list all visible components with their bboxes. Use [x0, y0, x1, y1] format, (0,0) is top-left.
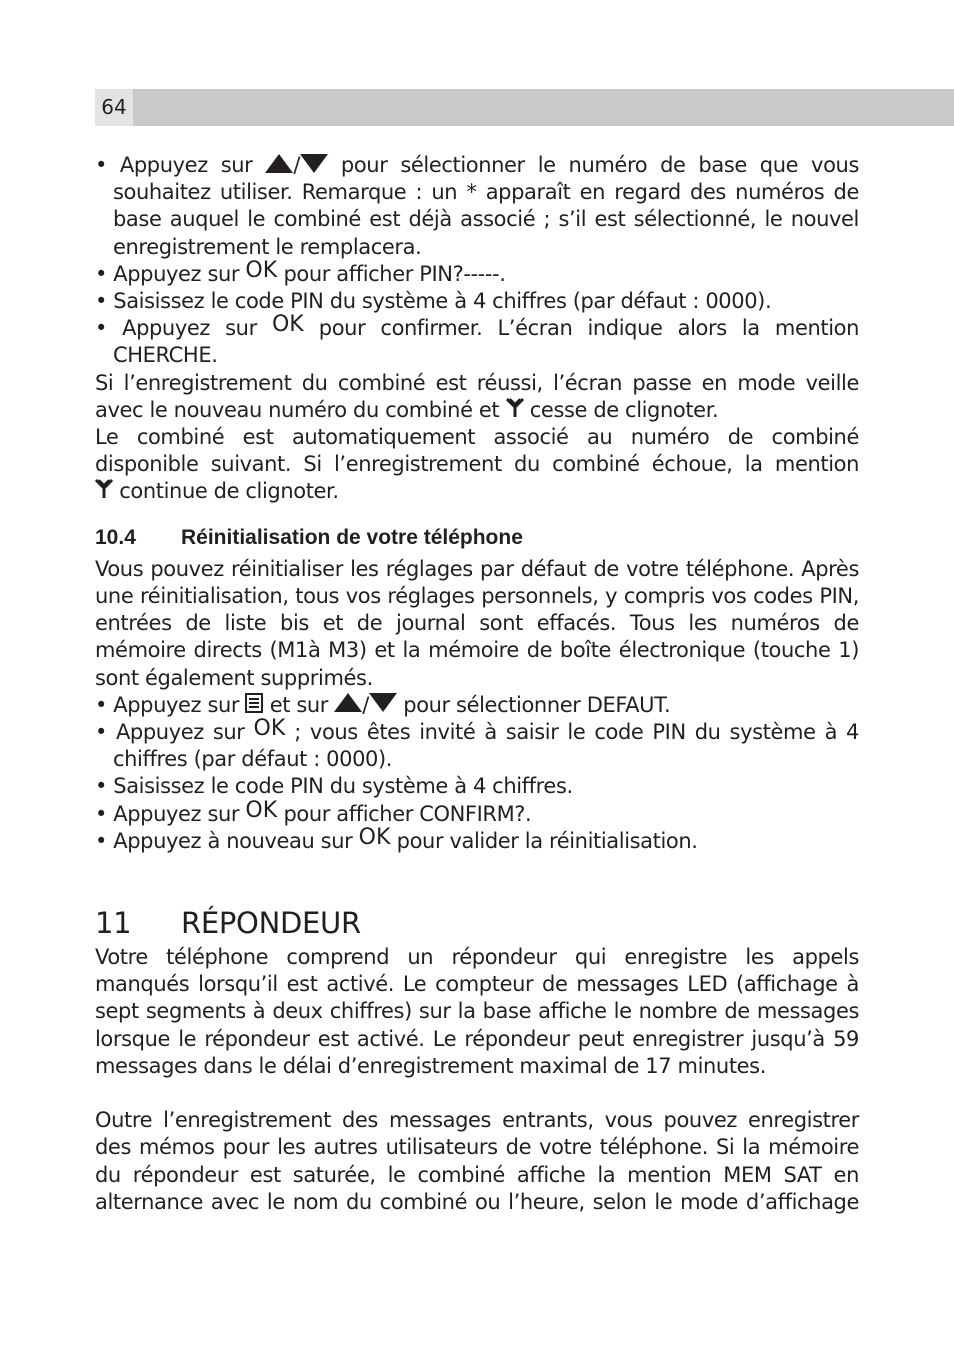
page-number: 64 [95, 89, 133, 126]
list-item: • Appuyez sur OK pour afficher CONFIRM?. [95, 797, 532, 826]
antenna-icon [506, 398, 524, 418]
menu-key-icon [245, 693, 263, 713]
page-header-bar [95, 89, 954, 126]
section-heading: 10.4 Réinitialisation de votre téléphone [95, 525, 523, 549]
paragraph: Votre téléphone comprend un répondeur qui enregistre les appels manqués lorsqu’il est activé. Le compteur de messages LED (affichage à sept segments à deux chiffres) sur la base affiche le nombre de messages lorsque le répondeur est activé. Le répondeur peut enregistrer jusqu’à 59 messages dans le délai d’enregistrement maximal de 17 minutes. [95, 945, 859, 1078]
list-item: • Appuyez sur / pour sélectionner le numéro de base que vous souhaitez utiliser. Remarque : un * apparaît en regard des numéros de base auquel le combiné est déjà associé ; s’il est sélectionné, le nouvel enregistrement le remplacera. [95, 153, 859, 259]
ok-key-icon: OK [271, 312, 304, 338]
list-item: • Appuyez sur OK pour confirmer. L’écran indique alors la mention CHERCHE. [95, 312, 860, 368]
arrow-up-icon [265, 154, 293, 173]
ok-key-icon: OK [245, 257, 278, 283]
list-item: • Appuyez sur OK pour afficher PIN?-----. [95, 257, 506, 286]
paragraph: Si l’enregistrement du combiné est réussi, l’écran passe en mode veille avec le nouveau numéro du combiné et cesse de clignoter. [95, 370, 859, 422]
paragraph: Le combiné est automatiquement associé au numéro de combiné disponible suivant. Si l’enregistrement du combiné échoue, la mention continue de clignoter. [95, 425, 859, 504]
arrow-down-icon [369, 693, 397, 712]
ok-key-icon: OK [358, 824, 391, 850]
paragraph: Vous pouvez réinitialiser les réglages par défaut de votre téléphone. Après une réinitialisation, tous vos réglages personnels, y compris vos codes PIN, entrées de liste bis et de journal sont effacés. Tous les numéros de mémoire directs (M1à M3) et la mémoire de boîte électronique (touche 1) sont également supprimés. [95, 556, 859, 690]
list-item: • Appuyez à nouveau sur OK pour valider la réinitialisation. [95, 824, 698, 853]
list-item: • Appuyez sur OK ; vous êtes invité à saisir le code PIN du système à 4 chiffres (par défaut : 0000). [95, 716, 859, 772]
antenna-icon [95, 479, 113, 499]
slash-separator: / [362, 692, 369, 717]
list-item: • Saisissez le code PIN du système à 4 chiffres. [95, 774, 573, 799]
list-item: • Appuyez sur et sur / pour sélectionner DEFAUT. [95, 692, 671, 717]
arrow-up-icon [334, 693, 362, 712]
page-content [95, 152, 859, 1216]
slash-separator: / [293, 153, 300, 177]
ok-key-icon: OK [245, 797, 278, 823]
arrow-down-icon [300, 154, 328, 173]
paragraph: Outre l’enregistrement des messages entrants, vous pouvez enregistrer des mémos pour les autres utilisateurs de votre téléphone. Si la mémoire du répondeur est saturée, le combiné affiche la mention MEM SAT en alternance avec le nom du combiné ou l’heure, selon le mode d’affichage [95, 1108, 859, 1214]
list-item: • Saisissez le code PIN du système à 4 chiffres (par défaut : 0000). [95, 289, 772, 314]
ok-key-icon: OK [253, 716, 286, 742]
chapter-heading: 11 RÉPONDEUR [95, 906, 361, 941]
